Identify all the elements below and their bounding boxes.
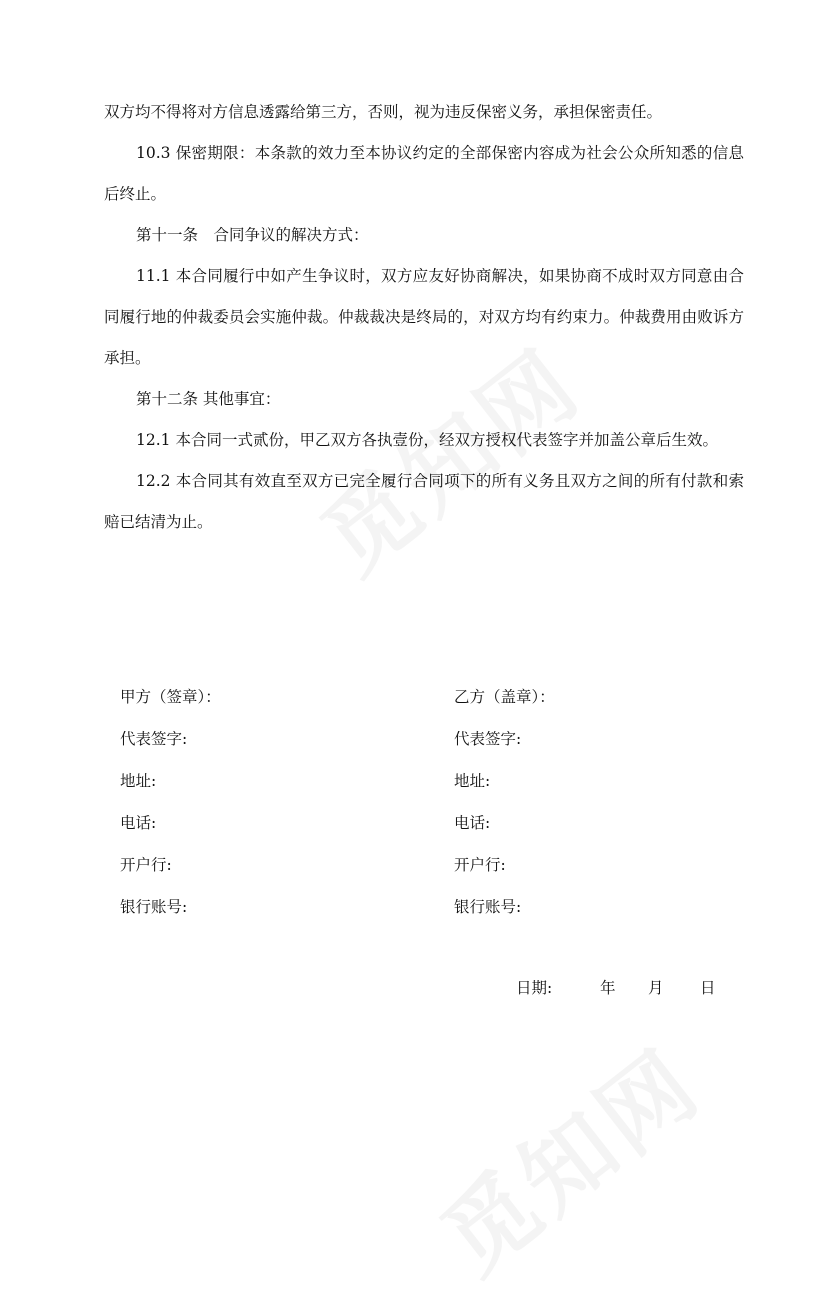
date-day: 日 [700, 979, 716, 997]
watermark [411, 1013, 724, 1298]
signature-row-account [120, 886, 760, 928]
party-b-representative: 代表签字: [454, 730, 522, 748]
party-a-account: 银行账号: [120, 898, 188, 916]
party-a-phone: 电话: [120, 814, 157, 832]
paragraph-confidentiality-continued: 双方均不得将对方信息透露给第三方，否则，视为违反保密义务，承担保密责任。 [104, 103, 663, 121]
heading-article-12: 第十二条 其他事宜： [136, 390, 281, 408]
paragraph-11-1: 11.1 本合同履行中如产生争议时，双方应友好协商解决，如果协商不成时双方同意由合同履行地的仲裁委员会实施仲裁。仲裁裁决是终局的，对双方均有约束力。仲裁费用由败诉方承担。 [104, 267, 744, 367]
signature-row-bank [120, 844, 760, 886]
date-month: 月 [648, 979, 664, 997]
heading-article-11: 第十一条 合同争议的解决方式： [136, 226, 369, 244]
party-a-representative: 代表签字: [120, 730, 188, 748]
paragraph-12-1: 12.1 本合同一式贰份，甲乙双方各执壹份，经双方授权代表签字并加盖公章后生效。 [136, 431, 718, 449]
party-a-title: 甲方（签章）： [120, 688, 221, 706]
paragraph-12-2: 12.2 本合同其有效直至双方已完全履行合同项下的所有义务且双方之间的所有付款和索赔已结清为止。 [104, 472, 744, 531]
party-a-bank: 开户行: [120, 856, 172, 874]
signature-row-phone [120, 802, 760, 844]
party-a-address: 地址: [120, 772, 157, 790]
paragraph-10-3: 10.3 保密期限：本条款的效力至本协议约定的全部保密内容成为社会公众所知悉的信息后终止。 [104, 144, 744, 203]
party-b-address: 地址: [454, 772, 491, 790]
contract-body [104, 92, 744, 543]
party-b-account: 银行账号: [454, 898, 522, 916]
party-b-bank: 开户行: [454, 856, 506, 874]
signature-block [120, 676, 760, 928]
signature-row-title [120, 676, 760, 718]
party-b-title: 乙方（盖章）： [454, 688, 555, 706]
party-b-phone: 电话: [454, 814, 491, 832]
signature-row-address [120, 760, 760, 802]
signature-row-representative [120, 718, 760, 760]
date-year: 年 [600, 979, 616, 997]
date-label: 日期: [516, 979, 553, 997]
date-line [516, 968, 716, 1008]
